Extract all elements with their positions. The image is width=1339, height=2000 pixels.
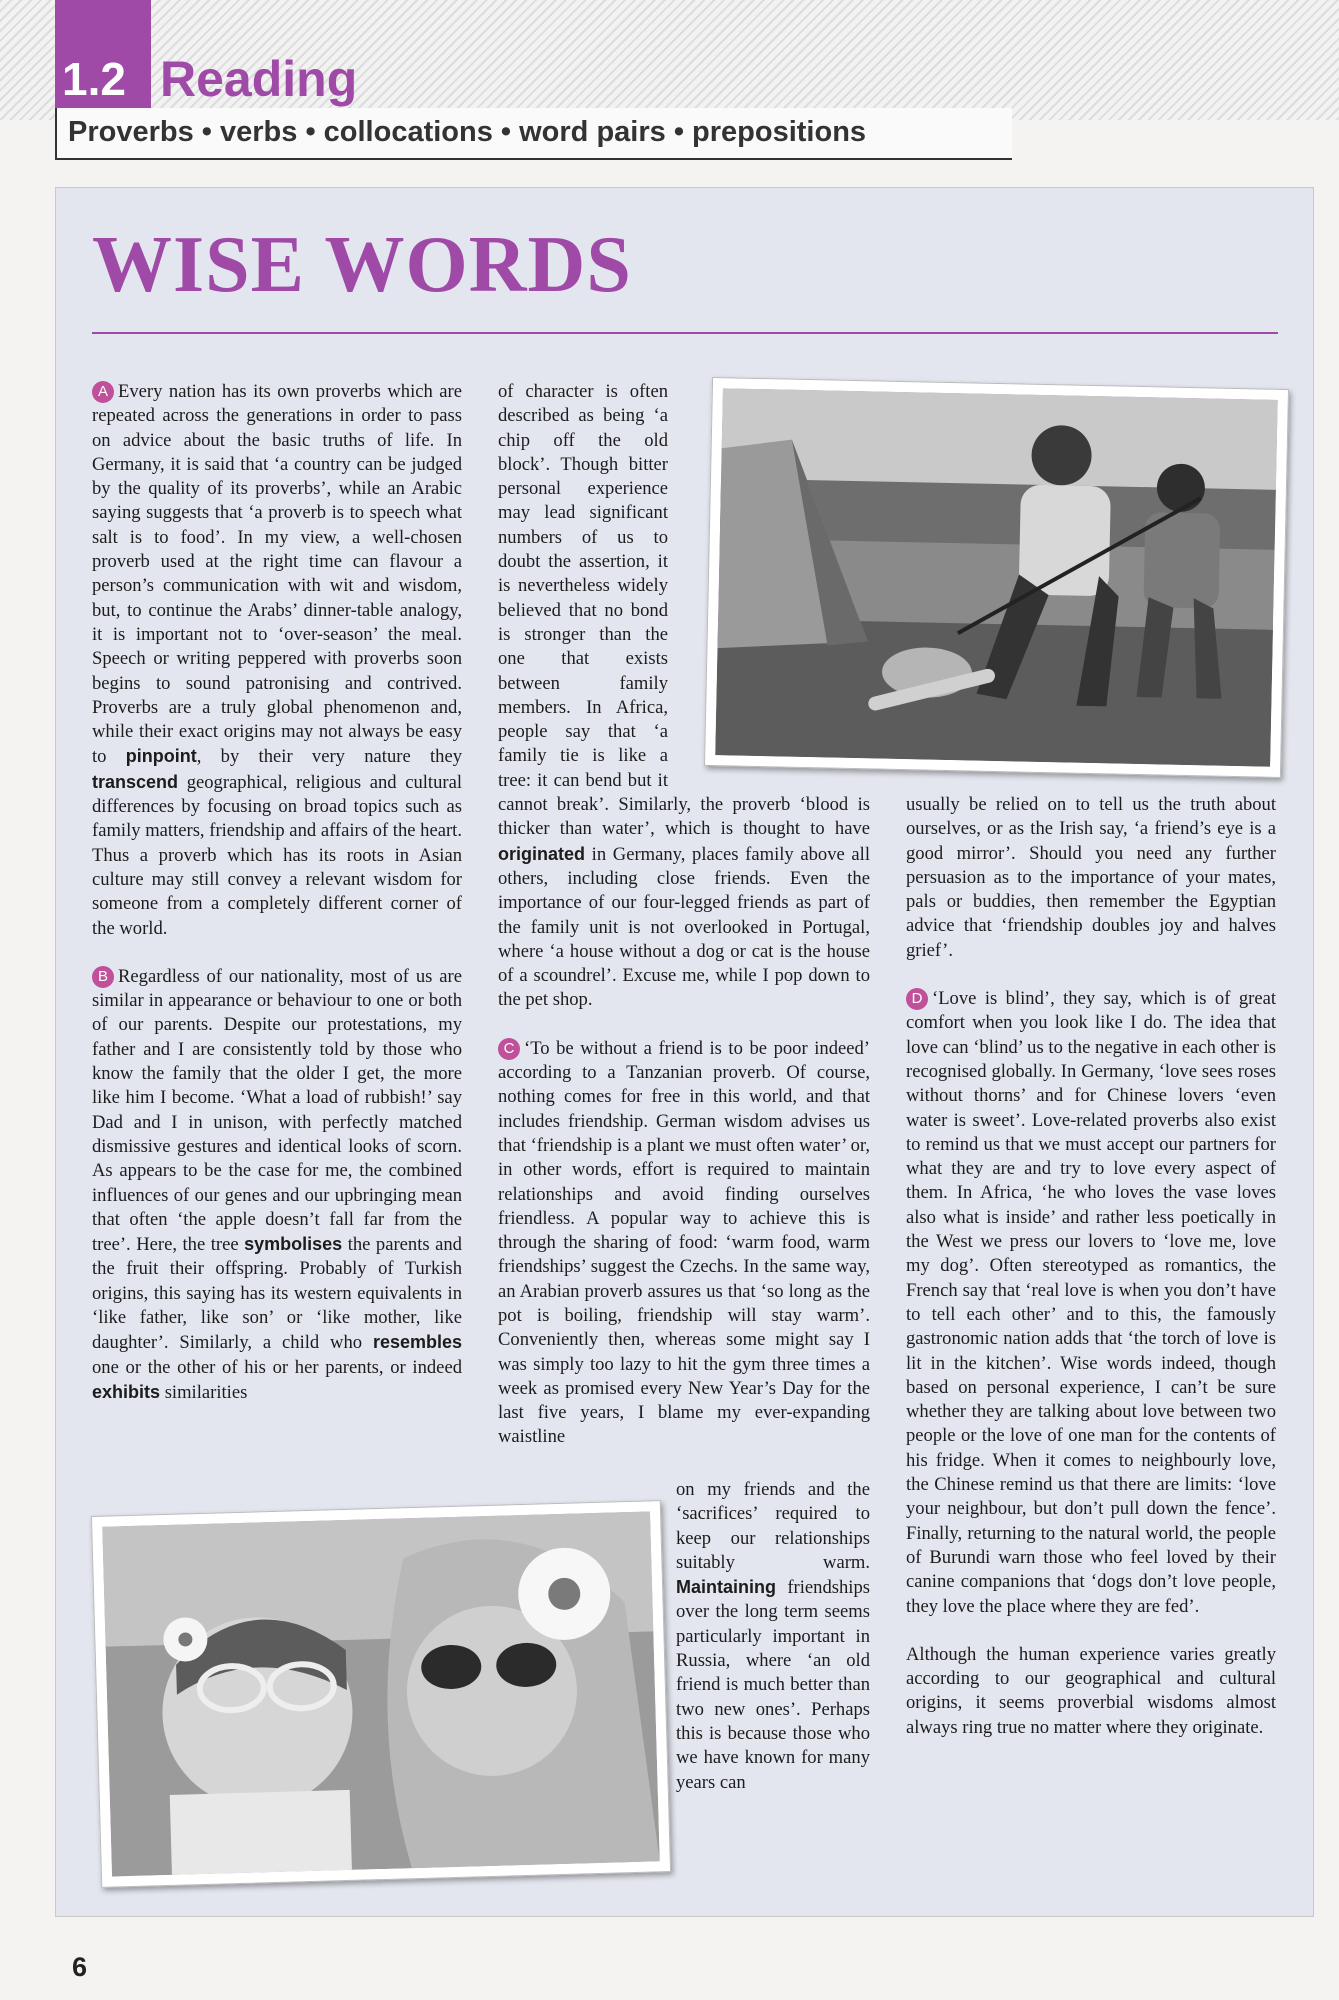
mother-daughter-image xyxy=(102,1511,660,1876)
section-title: Reading xyxy=(160,51,358,107)
paragraph-d: D ‘Love is blind’, they say, which is of great comfort when you look like I do. The idea that love can ‘blind’ us to the negative in each other is recognised globally. In Germany, ‘love sees roses without thorns’ and for Chinese lovers ‘even water is sweet’. Love-related proverbs also exist to remind us that we must accept our partners for what they are and try to love every aspect of them. In Africa, ‘he who loves the vase loves also what is inside’ and rather less poetically in the West we press our lovers to ‘love me, love my dog’. Often stereotyped as romantics, the French say that ‘real love is when you don’t have to tell each other’ and to this, the famously gastronomic nation adds that ‘the torch of love is lit in the kitchen’. Wise words indeed, though based on personal experience, I can’t be sure whether they are talking about love between two people or the love of one man for the contents of his fridge. When it comes to neighbourly love, the Chinese remind us that there are limits: ‘love your neighbour, but don’t pull down the fence’. Finally, returning to the natural world, the people of Burundi warn those who feel loved by their canine companions that ‘dogs don’t love people, they love the place where they are fed’. xyxy=(906,988,1276,1617)
column-2-lower xyxy=(676,1478,870,1819)
photo-father-son-camping xyxy=(704,377,1289,778)
paragraph-c-continued: on my friends and the ‘sacrifices’ required to keep our relationships suitably warm. Maintaining friendships over the long term seems particularly important in Russia, where ‘an old friend is much better than two new ones’. Perhaps this is because those who we have known for many years can xyxy=(676,1479,870,1793)
topics-line: Proverbs • verbs • collocations • word pairs • prepositions xyxy=(68,116,867,148)
vocab-resembles: resembles xyxy=(372,1332,462,1353)
title-divider xyxy=(92,332,1278,334)
paragraph-b: B Regardless of our nationality, most of us are similar in appearance or behaviour to one or both of our parents. Despite our protestations, my father and I are consistently told by those who know the family that the older I get, the more like him I become. ‘What a load of rubbish!’ say Dad and I in unison, with perfectly matched dismissive gestures and identical looks of scorn. As appears to be the case for me, the combined influences of our genes and our upbringing mean that often ‘the apple doesn’t fall far from the tree’. Here, the tree symbolises the parents and the fruit their offspring. Probably of Turkish origins, this saying has its western equivalents in ‘like father, like son’ or ‘like mother, like daughter’. Similarly, a child who resembles one or the other of his or her parents, or indeed exhibits similarities xyxy=(92,965,462,1403)
vocab-pinpoint: pinpoint xyxy=(125,746,197,767)
column-3 xyxy=(906,793,1276,1764)
vocab-transcend: transcend xyxy=(92,771,179,792)
paragraph-b-continued: of character is often described as being ‘a chip off the old block’. Though bitter personal experience may lead significant numbers of us to doubt the assertion, it is nevertheless widely believed that no bond is stronger than the one that exists between family members. In Africa, people say that ‘a family tie is like a tree: it can bend but it cannot break’. Similarly, the proverb ‘blood is thicker than water’, which is thought to have originated in Germany, places family above all others, including close friends. Even the importance of our four-legged friends as part of the family unit is not overlooked in Portugal, where ‘a house without a dog or cat is the house of a scoundrel’. Excuse me, while I pop down to the pet shop. xyxy=(498,381,870,1011)
vocab-symbolises: symbolises xyxy=(244,1234,343,1255)
unit-number: 1.2 xyxy=(62,53,126,105)
camping-scene-image xyxy=(715,388,1278,767)
vocab-exhibits: exhibits xyxy=(92,1381,161,1402)
section-marker-d: D xyxy=(906,988,928,1010)
paragraph-a: A Every nation has its own proverbs which are repeated across the generations in order to pass on advice about the basic truths of life. In Germany, it is said that ‘a country can be judged by the quality of its proverbs’, while an Arabic saying suggests that ‘a proverb is to speech what salt is to food’. In my view, a well-chosen proverb used at the right time can flavour a person’s communication with wit and wisdom, but, to continue the Arabs’ dinner-table analogy, it is important not to ‘over-season’ the meal. Speech or writing peppered with proverbs soon begins to sound patronising and contrived. Proverbs are a truly global phenomenon and, while their exact origins may not always be easy to pinpoint, by their very nature they transcend geographical, religious and cultural differences by focusing on broad topics such as family matters, friendship and affairs of the heart. Thus a proverb which has its roots in Asian culture may still convey a relevant wisdom for someone from a completely different corner of the world. xyxy=(92,381,462,939)
section-marker-b: B xyxy=(92,966,114,988)
column-1 xyxy=(92,380,462,1429)
vocab-maintaining: Maintaining xyxy=(676,1577,776,1598)
vocab-originated: originated xyxy=(498,843,586,864)
page-number: 6 xyxy=(72,1952,88,1982)
paragraph-c: C ‘To be without a friend is to be poor indeed’ according to a Tanzanian proverb. Of course, nothing comes for free in this world, and that includes friendship. German wisdom advises us that ‘friendship is a plant we must often water’ or, in other words, effort is required to maintain relationships and avoid finding ourselves friendless. A popular way to achieve this is through the sharing of food: ‘warm food, warm friendships’ suggest the Czechs. In the same way, an Arabian proverb assures us that ‘so long as the pot is boiling, friendship will stay warm’. Conveniently then, whereas some might say I was simply too lazy to hit the gym three times a week as promised every New Year’s Day for the last five years, I blame my ever-expanding waistline xyxy=(498,1037,870,1448)
article-title: WISE WORDS xyxy=(92,221,632,309)
section-marker-a: A xyxy=(92,381,114,403)
photo-mother-daughter xyxy=(91,1500,671,1888)
section-marker-c: C xyxy=(498,1038,520,1060)
paragraph-conclusion: Although the human experience varies greatly according to our geographical and cultural origins, it seems proverbial wisdoms almost always ring true no matter where they originate. xyxy=(906,1643,1276,1738)
paragraph-c-end: usually be relied on to tell us the truth about ourselves, or as the Irish say, ‘a friend’s eye is a good mirror’. Should you need any further persuasion as to the importance of your mates, pals or buddies, then remember the Egyptian advice that ‘friendship doubles joy and halves grief’. xyxy=(906,794,1276,961)
